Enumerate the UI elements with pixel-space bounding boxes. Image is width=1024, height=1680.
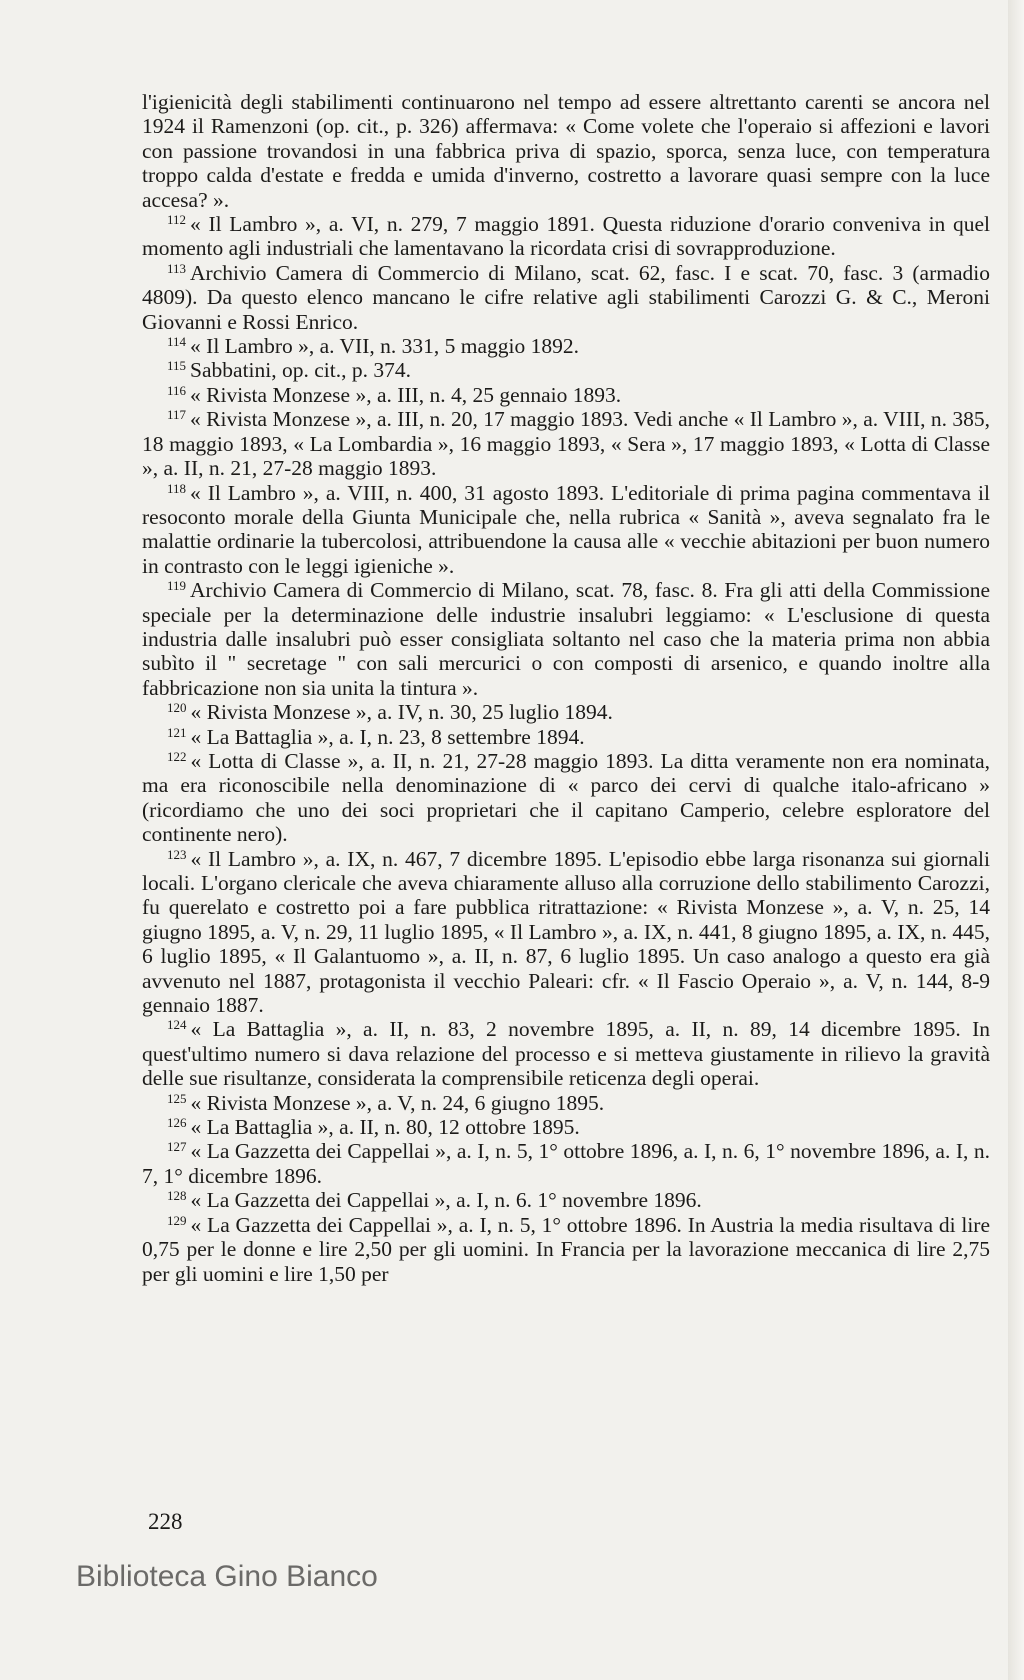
footnote-text: « La Gazzetta dei Cappellai », a. I, n. 5, 1° ottobre 1896. In Austria la media risultava di lire 0,75 per le donne e lire 2,50 per gli uomini. In Francia per la lavorazione meccanica di lire 2,75 per gli uomini e lire 1,50 per (142, 1212, 990, 1286)
footnote-text: Archivio Camera di Commercio di Milano, scat. 62, fasc. I e scat. 70, fasc. 3 (armadio 4809). Da questo elenco mancano le cifre relative agli stabilimenti Carozzi G. & C., Meroni Giovanni e Rossi Enrico. (142, 260, 990, 334)
footnote-text: « Lotta di Classe », a. II, n. 21, 27-28 maggio 1893. La ditta veramente non era nominata, ma era riconoscibile nella denominazione di « parco dei cervi di qualche italo-africano » (ricordiamo che uno dei soci proprietari che il capitano Camperio, celebre esploratore del continente nero). (142, 748, 990, 847)
footnote-number: 113 (167, 260, 187, 276)
footnote-119 (142, 578, 990, 700)
footnote-120 (142, 700, 990, 724)
footnote-number: 116 (167, 382, 187, 398)
footnote-number: 118 (167, 480, 187, 496)
footnote-113 (142, 261, 990, 334)
footnote-text: « Rivista Monzese », a. IV, n. 30, 25 luglio 1894. (190, 700, 613, 725)
footnote-number: 126 (167, 1115, 187, 1131)
footnote-121 (142, 725, 990, 749)
footnote-117 (142, 407, 990, 480)
footnote-text: « Il Lambro », a. IX, n. 467, 7 dicembre 1895. L'episodio ebbe larga risonanza sui giornali locali. L'organo clericale che aveva chiaramente alluso alla corruzione dello stabilimento Carozzi, fu querelato e costretto poi a fare pubblica ritrattazione: « Rivista Monzese », a. V, n. 25, 14 giugno 1895, a. V, n. 29, 11 luglio 1895, « Il Lambro », a. IX, n. 441, 8 giugno 1895, a. IX, n. 445, 6 luglio 1895, « Il Galantuomo », a. II, n. 87, 6 luglio 1895. Un caso analogo a questo era già avvenuto nel 1887, protagonista il vecchio Paleari: cfr. « Il Fascio Operaio », a. V, n. 144, 8-9 gennaio 1887. (142, 846, 990, 1018)
footnote-125 (142, 1091, 990, 1115)
footnote-123 (142, 847, 990, 1018)
page-edge (1008, 0, 1024, 1680)
footnote-116 (142, 383, 990, 407)
footnote-text: « La Gazzetta dei Cappellai », a. I, n. 6. 1° novembre 1896. (190, 1188, 702, 1213)
footnote-122 (142, 749, 990, 847)
footnote-text: « Rivista Monzese », a. III, n. 20, 17 maggio 1893. Vedi anche « Il Lambro », a. VIII, n. 385, 18 maggio 1893, « La Lombardia », 16 maggio 1893, « Sera », 17 maggio 1893, « Lotta di Classe », a. II, n. 21, 27-28 maggio 1893. (142, 407, 990, 481)
footnote-text: « La Battaglia », a. I, n. 23, 8 settembre 1894. (190, 724, 585, 749)
footnote-126 (142, 1115, 990, 1139)
footnote-text: « Il Lambro », a. VI, n. 279, 7 maggio 1891. Questa riduzione d'orario conveniva in quel momento agli industriali che lamentavano la ricordata crisi di sovrapproduzione. (142, 212, 990, 261)
footnote-112 (142, 212, 990, 261)
footnote-115 (142, 358, 990, 382)
footnote-number: 123 (167, 846, 187, 862)
footnote-text: « Il Lambro », a. VIII, n. 400, 31 agosto 1893. L'editoriale di prima pagina commentava il resoconto morale della Giunta Municipale che, nella rubrica « Sanità », aveva segnalato fra le malattie ordinarie la tubercolosi, attribuendone la causa alle « vecchie abitazioni per buon numero in contrasto con le leggi igieniche ». (142, 480, 990, 578)
footnote-number: 124 (167, 1017, 187, 1033)
footnote-number: 120 (167, 700, 187, 716)
footnote-number: 117 (167, 407, 187, 423)
footnote-127 (142, 1139, 990, 1188)
footnote-text: « La Battaglia », a. II, n. 83, 2 novembre 1895, a. II, n. 89, 14 dicembre 1895. In quest'ultimo numero si dava relazione del processo e si metteva giustamente in rilievo la gravità delle sue risultanze, considerata la comprensibile reticenza degli operai. (142, 1017, 990, 1091)
footnote-number: 121 (167, 724, 187, 740)
footnotes-text-block (142, 90, 990, 1286)
footnote-text: Archivio Camera di Commercio di Milano, scat. 78, fasc. 8. Fra gli atti della Commissione speciale per la determinazione delle industrie insalubri leggiamo: « L'esclusione di questa industria dalle insalubri può esser consigliata soltanto nel caso che la materia prima non abbia subìto il " secretage " con sali mercurici o con composti di arsenico, e quando inoltre alla fabbricazione non sia unita la tintura ». (142, 578, 990, 700)
footnote-text: « Rivista Monzese », a. V, n. 24, 6 giugno 1895. (190, 1090, 605, 1115)
footnote-text: « La Battaglia », a. II, n. 80, 12 ottobre 1895. (190, 1115, 580, 1140)
footnote-number: 129 (167, 1212, 187, 1228)
footnote-text: Sabbatini, op. cit., p. 374. (190, 358, 411, 383)
footnote-128 (142, 1188, 990, 1212)
page-number: 228 (148, 1509, 183, 1534)
footnote-118 (142, 481, 990, 579)
footnote-number: 115 (167, 358, 187, 374)
footnote-124 (142, 1017, 990, 1090)
footnote-text: « Il Lambro », a. VII, n. 331, 5 maggio 1892. (190, 334, 579, 359)
footnote-number: 128 (167, 1188, 187, 1204)
footnote-number: 114 (167, 334, 187, 350)
intro-paragraph: l'igienicità degli stabilimenti continuarono nel tempo ad essere altrettanto carenti se ancora nel 1924 il Ramenzoni (op. cit., p. 326) affermava: « Come volete che l'operaio si affezioni e lavori con passione trovandosi in una fabbrica priva di spazio, sporca, senza luce, con temperatura troppo calda d'estate e fredda e umida d'inverno, costretto a lavorare quasi sempre con la luce accesa? ». (142, 90, 990, 212)
footnote-number: 127 (167, 1139, 187, 1155)
footnote-129 (142, 1213, 990, 1286)
footnote-number: 122 (167, 748, 187, 764)
footnote-number: 119 (167, 578, 187, 594)
footnote-number: 112 (167, 212, 187, 228)
footnote-text: « Rivista Monzese », a. III, n. 4, 25 gennaio 1893. (190, 382, 622, 407)
footnote-text: « La Gazzetta dei Cappellai », a. I, n. 5, 1° ottobre 1896, a. I, n. 6, 1° novembre 1896, a. I, n. 7, 1° dicembre 1896. (142, 1139, 990, 1188)
footnote-114 (142, 334, 990, 358)
footnote-number: 125 (167, 1090, 187, 1106)
library-watermark: Biblioteca Gino Bianco (76, 1560, 378, 1593)
